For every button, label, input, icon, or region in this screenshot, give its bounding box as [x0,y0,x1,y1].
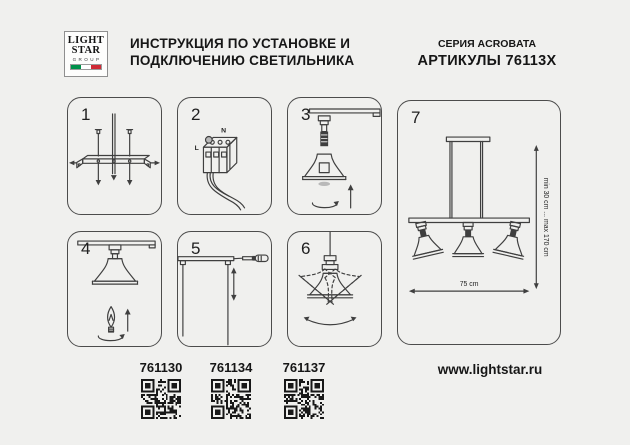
step-box-3 [287,97,382,215]
step-box-2 [177,97,272,215]
lightstar-logo [64,31,108,77]
article-code: 761137 [282,360,326,375]
website-url: www.lightstar.ru [437,362,543,377]
height-dimension-label: min 30 cm ... max 170 cm [542,177,550,257]
left-shade [406,219,444,259]
title-line-1: ИНСТРУКЦИЯ ПО УСТАНОВКЕ И [130,36,351,51]
step-number: 6 [301,239,311,258]
logo-text: LIGHT [67,35,105,46]
article-column [125,360,197,419]
step-box-4 [67,231,162,347]
step-box-6 [287,231,382,347]
step-number: 2 [191,105,201,124]
series-label: СЕРИЯ ACROBATA [437,38,537,50]
terminal-label-l: L [194,145,199,153]
terminal-label-n: N [221,127,227,135]
step-box-1 [67,97,162,215]
qr-code [141,379,181,419]
qr-code [284,379,324,419]
step-number: 4 [81,239,91,258]
article-code: 761134 [209,360,253,375]
step-number: 3 [301,105,311,124]
title-line-2: ПОДКЛЮЧЕНИЮ СВЕТИЛЬНИКА [130,52,355,68]
article-code: 761130 [139,360,183,375]
assembled-lamp-diagram [398,101,560,344]
logo-text: STAR [71,44,101,56]
step-box-5 [177,231,272,347]
width-dimension-label: 75 cm [459,281,479,289]
article-column [268,360,340,419]
right-shade [493,219,531,259]
step-number: 7 [411,108,421,127]
step-number: 5 [191,239,201,258]
logo-group-text: GROUP [72,57,102,62]
page-title [130,36,354,69]
series-articles-block [408,38,566,69]
article-column [195,360,267,419]
step-number: 1 [81,105,91,124]
qr-code [211,379,251,419]
center-shade [453,223,484,257]
articles-label: АРТИКУЛЫ 76113X [417,53,557,69]
step-box-7 [397,100,561,345]
italian-flag-icon [70,64,102,70]
